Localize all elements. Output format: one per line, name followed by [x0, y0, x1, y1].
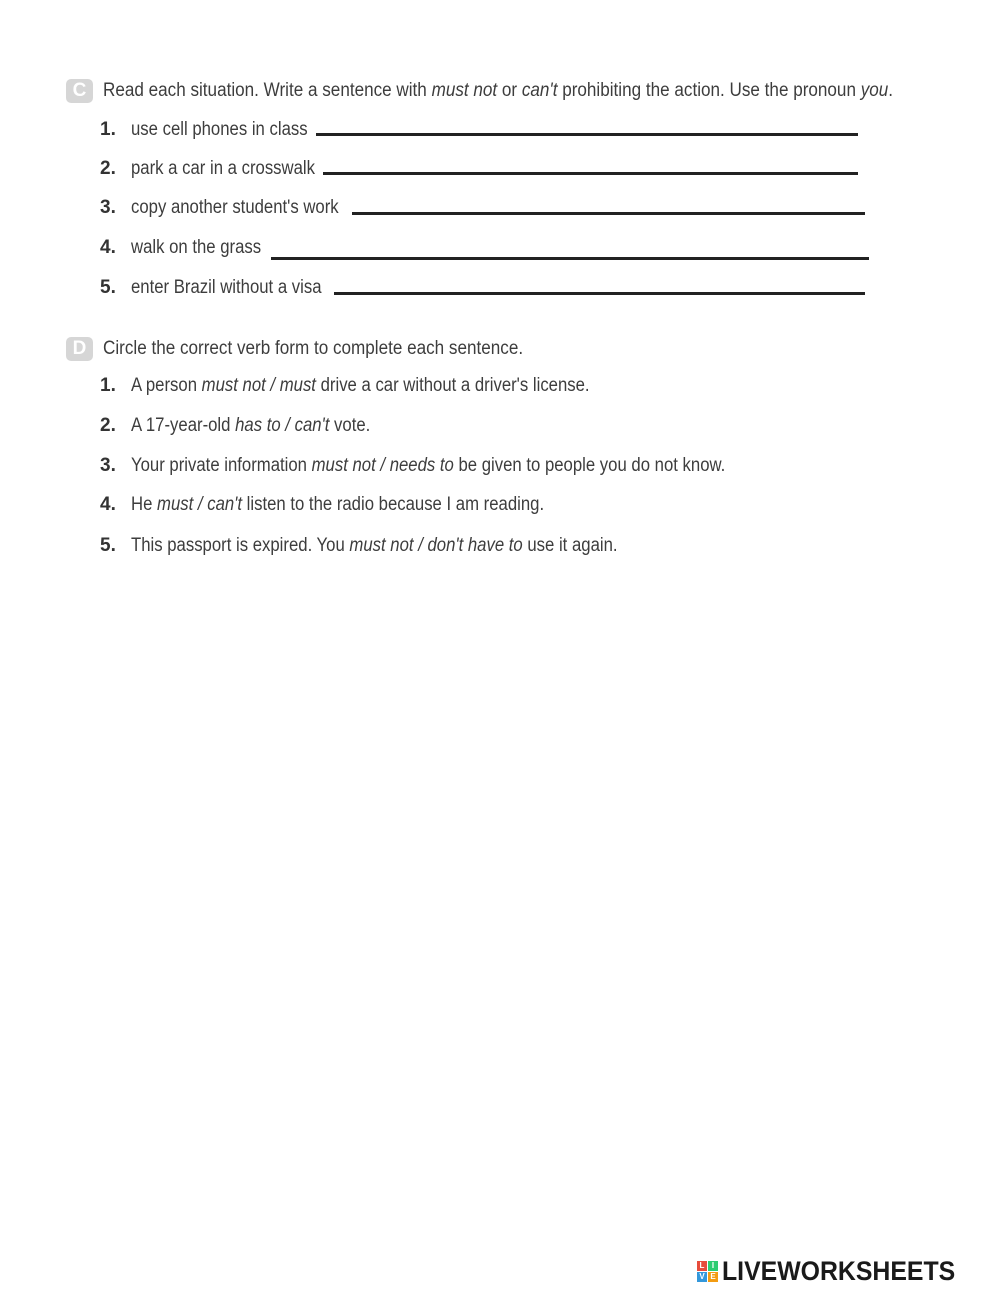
option-must-not[interactable]: must not	[311, 455, 376, 476]
option-cant[interactable]: can't	[207, 494, 243, 515]
option-must-not[interactable]: must not	[349, 535, 414, 556]
sentence-text: This passport is expired. You	[131, 535, 350, 556]
logo-letter: I	[708, 1261, 718, 1271]
exercise-c-item-3	[100, 193, 367, 223]
exercise-d-item-3	[100, 451, 806, 481]
item-number: 3.	[100, 197, 116, 218]
item-prompt: walk on the grass	[131, 237, 262, 258]
answer-input-c-5[interactable]	[334, 292, 865, 295]
item-number: 4.	[100, 237, 116, 258]
brand-wordmark: LIVEWORKSHEETS	[722, 1255, 956, 1286]
instruction-italic-cant: can't	[521, 80, 558, 101]
item-prompt: enter Brazil without a visa	[131, 277, 322, 298]
option-separator: /	[265, 375, 280, 396]
sentence-text: vote.	[329, 415, 371, 436]
sentence-text: A person	[131, 375, 202, 396]
item-prompt: park a car in a crosswalk	[131, 158, 315, 179]
sentence-text: A 17-year-old	[131, 415, 236, 436]
answer-input-c-1[interactable]	[316, 133, 858, 136]
item-number: 3.	[100, 455, 116, 476]
instruction-italic-you: you	[860, 80, 889, 101]
item-number: 2.	[100, 415, 116, 436]
item-number: 4.	[100, 494, 116, 515]
item-sentence	[131, 490, 544, 520]
exercise-c-item-2	[100, 154, 340, 184]
option-needs-to[interactable]: needs to	[389, 455, 454, 476]
item-number: 5.	[100, 277, 116, 298]
item-number: 5.	[100, 535, 116, 556]
exercise-c-item-4	[100, 233, 279, 263]
option-separator: /	[193, 494, 208, 515]
option-separator: /	[413, 535, 428, 556]
option-dont-have-to[interactable]: don't have to	[427, 535, 523, 556]
section-c-instruction	[66, 76, 981, 106]
option-must[interactable]: must	[157, 494, 194, 515]
option-separator: /	[280, 415, 295, 436]
exercise-d-item-1	[100, 371, 652, 401]
item-sentence	[131, 371, 590, 401]
option-must[interactable]: must	[279, 375, 316, 396]
item-sentence	[131, 531, 618, 561]
option-has-to[interactable]: has to	[235, 415, 281, 436]
section-c-instruction-text	[103, 80, 893, 102]
sentence-text: Your private information	[131, 455, 312, 476]
instruction-text-part: prohibiting the action. Use the pronoun	[557, 80, 861, 101]
exercise-d-item-4	[100, 490, 600, 520]
instruction-italic-must-not: must not	[431, 80, 498, 101]
instruction-text-part: Read each situation. Write a sentence with	[103, 80, 432, 101]
answer-input-c-4[interactable]	[271, 257, 869, 260]
item-sentence	[131, 451, 725, 481]
section-d-instruction-text: Circle the correct verb form to complete each sentence.	[103, 338, 524, 359]
sentence-text: use it again.	[522, 535, 618, 556]
sentence-text: listen to the radio because I am reading.	[242, 494, 545, 515]
logo-letter: L	[697, 1261, 707, 1271]
logo-letter: V	[697, 1272, 707, 1282]
answer-input-c-3[interactable]	[352, 212, 865, 215]
sentence-text: He	[131, 494, 158, 515]
item-number: 1.	[100, 119, 116, 140]
exercise-d-item-5	[100, 531, 684, 561]
instruction-text-part: or	[497, 80, 522, 101]
option-must-not[interactable]: must not	[201, 375, 266, 396]
section-d-badge: D	[66, 337, 93, 361]
liveworksheets-logo-icon	[697, 1261, 718, 1282]
exercise-d-item-2	[100, 411, 403, 441]
item-number: 1.	[100, 375, 116, 396]
exercise-c-item-1	[100, 115, 332, 145]
logo-letter: E	[708, 1272, 718, 1282]
section-c-badge: C	[66, 79, 93, 103]
exercise-c-item-5	[100, 273, 348, 303]
sentence-text: be given to people you do not know.	[453, 455, 726, 476]
liveworksheets-brand	[697, 1255, 976, 1287]
option-separator: /	[375, 455, 390, 476]
item-prompt: copy another student's work	[131, 197, 339, 218]
option-cant[interactable]: can't	[294, 415, 330, 436]
item-prompt: use cell phones in class	[131, 119, 308, 140]
item-number: 2.	[100, 158, 116, 179]
instruction-text-part: .	[888, 80, 894, 101]
sentence-text: drive a car without a driver's license.	[315, 375, 590, 396]
section-d-instruction	[66, 334, 570, 364]
item-sentence	[131, 411, 370, 441]
answer-input-c-2[interactable]	[323, 172, 858, 175]
